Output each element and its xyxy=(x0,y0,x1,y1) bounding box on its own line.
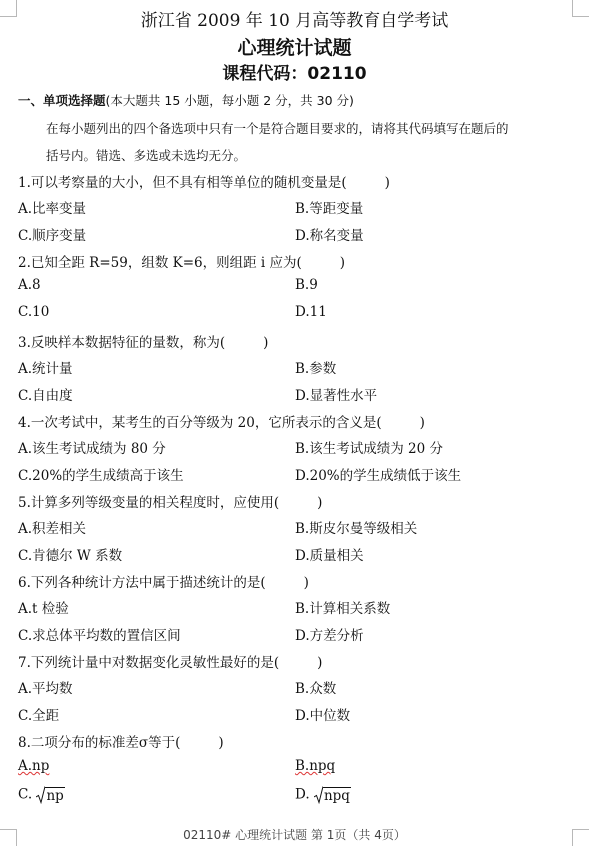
option-c: C.肯德尔 W 系数 xyxy=(18,548,123,564)
option-c: C.求总体平均数的置信区间 xyxy=(18,628,181,644)
option-b: B.该生考试成绩为 20 分 xyxy=(295,441,443,457)
section-title: 一、单项选择题 xyxy=(18,93,106,108)
option-b: B.众数 xyxy=(295,681,337,697)
square-root-expression: np xyxy=(36,786,64,804)
square-root-expression: npq xyxy=(314,786,351,804)
option-d: D.11 xyxy=(295,304,327,320)
question-stem: 4.一次考试中，某考生的百分等级为 20，它所表示的含义是( ) xyxy=(18,415,425,431)
option-b: B.9 xyxy=(295,277,318,293)
option-d: D.显著性水平 xyxy=(295,388,378,404)
option-d: D.方差分析 xyxy=(295,628,364,644)
option-a: A.np xyxy=(18,758,50,774)
option-d: D.中位数 xyxy=(295,708,351,724)
question-stem: 6.下列各种统计方法中属于描述统计的是( ) xyxy=(18,575,309,591)
option-a: A.该生考试成绩为 80 分 xyxy=(18,441,166,457)
page-footer: 02110# 心理统计试题 第 1页（共 4页） xyxy=(183,828,406,842)
option-d: D.质量相关 xyxy=(295,548,364,564)
option-a: A.t 检验 xyxy=(18,601,69,617)
option-d: D. npq xyxy=(295,786,350,804)
option-c: C. np xyxy=(18,786,64,804)
question-stem: 1.可以考察量的大小，但不具有相等单位的随机变量是( ) xyxy=(18,175,390,191)
option-b: B.斯皮尔曼等级相关 xyxy=(295,521,418,537)
option-d: D.称名变量 xyxy=(295,228,364,244)
question-stem: 3.反映样本数据特征的量数，称为( ) xyxy=(18,335,269,351)
option-b: B.npq xyxy=(295,758,336,774)
section-heading xyxy=(18,91,354,109)
option-c: C.顺序变量 xyxy=(18,228,87,244)
exam-title: 心理统计试题 xyxy=(237,37,352,59)
option-c: C.20%的学生成绩高于该生 xyxy=(18,468,184,484)
option-a: A.比率变量 xyxy=(18,201,87,217)
question-stem: 5.计算多列等级变量的相关程度时，应使用( ) xyxy=(18,495,323,511)
instruction-line: 在每小题列出的四个备选项中只有一个是符合题目要求的，请将其代码填写在题后的 xyxy=(46,121,509,136)
option-a: A.8 xyxy=(18,277,41,293)
exam-header: 浙江省 2009 年 10 月高等教育自学考试 xyxy=(140,11,449,31)
option-c: C.10 xyxy=(18,304,50,320)
course-code: 课程代码：02110 xyxy=(222,64,367,84)
option-b: B.计算相关系数 xyxy=(295,601,391,617)
question-stem: 7.下列统计量中对数据变化灵敏性最好的是( ) xyxy=(18,655,323,671)
option-b: B.参数 xyxy=(295,361,337,377)
option-c: C.全距 xyxy=(18,708,60,724)
section-note: (本大题共 15 小题，每小题 2 分，共 30 分) xyxy=(105,93,354,108)
option-b: B.等距变量 xyxy=(295,201,364,217)
option-a: A.积差相关 xyxy=(18,521,87,537)
option-a: A.平均数 xyxy=(18,681,73,697)
option-c: C.自由度 xyxy=(18,388,73,404)
option-d: D.20%的学生成绩低于该生 xyxy=(295,468,462,484)
question-stem: 2.已知全距 R=59，组数 K=6，则组距 i 应为( ) xyxy=(18,255,346,271)
option-a: A.统计量 xyxy=(18,361,73,377)
instruction-line: 括号内。错选、多选或未选均无分。 xyxy=(46,148,247,163)
question-stem: 8.二项分布的标准差σ等于( ) xyxy=(18,735,224,751)
